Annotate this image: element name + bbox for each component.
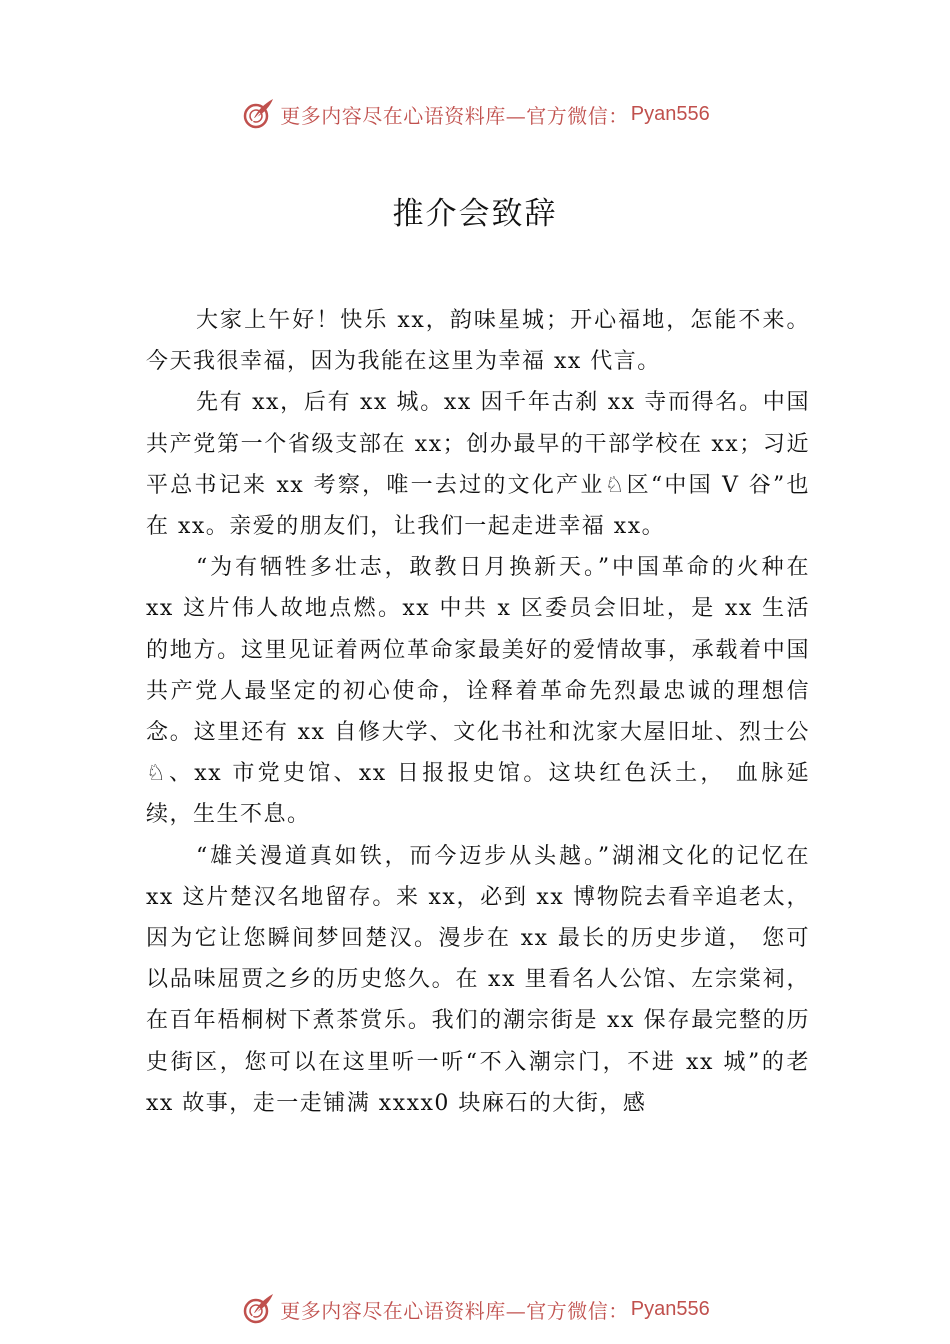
- feather-seal-icon: [240, 1291, 276, 1327]
- paragraph: 大家上午好！快乐 xx，韵味星城；开心福地，怎能不来。今天我很幸福，因为我能在这里为幸福 xx 代言。: [146, 308, 810, 375]
- watermark-wechat-id: Pyan556: [630, 102, 710, 125]
- watermark-wechat-id: Pyan556: [630, 1297, 710, 1320]
- document-body: [146, 300, 810, 1124]
- paragraph: 先有 xx，后有 xx 城。xx 因千年古刹 xx 寺而得名。中国共产党第一个省级支部在 xx；创办最早的干部学校在 xx；习近平总书记来 xx 考察，唯一去过的文化产业♘区“中国 V 谷”也在 xx。亲爱的朋友们，让我们一起走进幸福 xx。: [146, 390, 810, 540]
- watermark-text: 更多内容尽在心语资料库—官方微信：: [280, 1298, 629, 1323]
- footer-watermark: [0, 1289, 950, 1329]
- header-watermark: [0, 94, 950, 134]
- watermark-text: 更多内容尽在心语资料库—官方微信：: [280, 103, 629, 128]
- document-title: 推介会致辞: [392, 196, 558, 232]
- feather-seal-icon: [240, 96, 276, 132]
- paragraph: “为有牺牲多壮志，敢教日月换新天。”中国革命的火种在 xx 这片伟人故地点燃。xx 中共 x 区委员会旧址，是 xx 生活的地方。这里见证着两位革命家最美好的爱情故事，承载着中国共产党人最坚定的初心使命，诠释着革命先烈最忠诚的理想信念。这里还有 xx 自修大学、文化书社和沈家大屋旧址、烈士公♘、xx 市党史馆、xx 日报报史馆。这块红色沃土， 血脉延续，生生不息。: [146, 555, 810, 828]
- paragraph: “雄关漫道真如铁，而今迈步从头越。”湖湘文化的记忆在 xx 这片楚汉名地留存。来 xx，必到 xx 博物院去看辛追老太，因为它让您瞬间梦回楚汉。漫步在 xx 最长的历史步道， 您可以品味屈贾之乡的历史悠久。在 xx 里看名人公馆、左宗棠祠，在百年梧桐树下煮茶赏乐。我们的潮宗街是 xx 保存最完整的历史街区，您可以在这里听一听“不入潮宗门，不进 xx 城”的老 xx 故事，走一走铺满 xxxx0 块麻石的大街，感: [146, 843, 810, 1116]
